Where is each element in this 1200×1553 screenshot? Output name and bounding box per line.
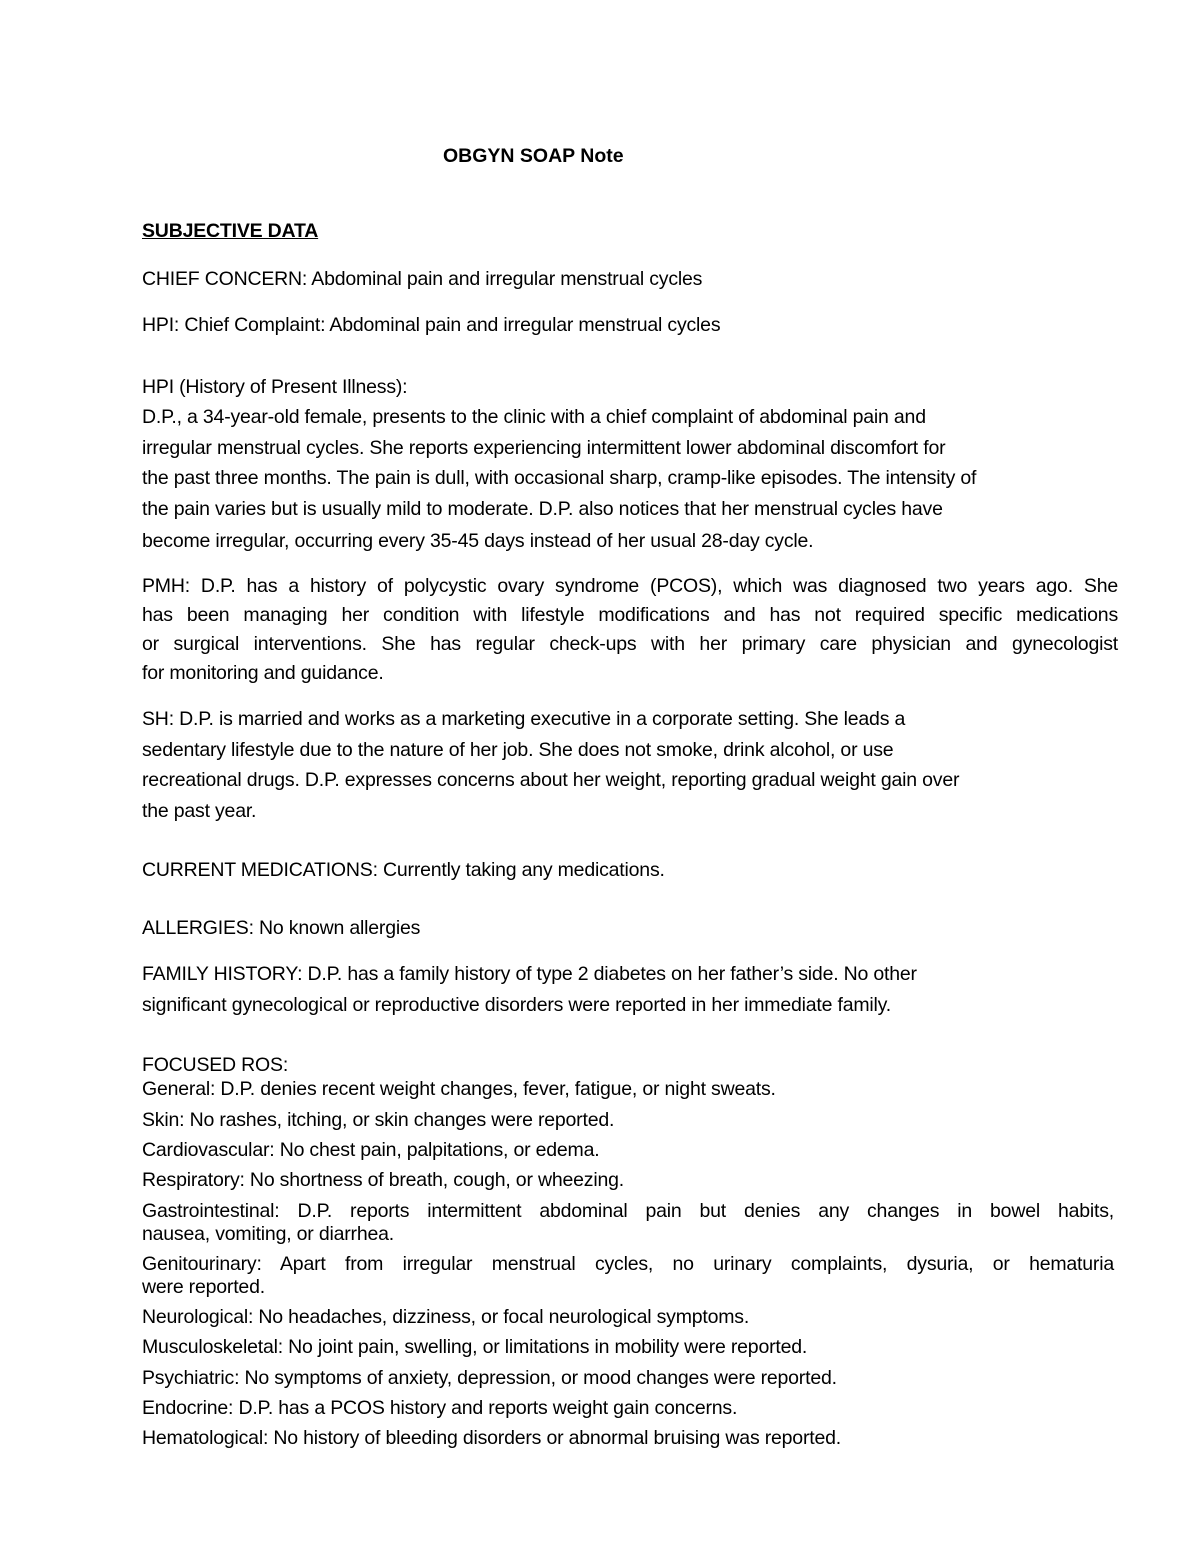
ros-gastrointestinal-cont: nausea, vomiting, or diarrhea. xyxy=(142,1223,394,1245)
hpi-label: HPI (History of Present Illness): xyxy=(142,376,408,398)
sh-line: the past year. xyxy=(142,800,257,822)
hpi-line: become irregular, occurring every 35-45 days instead of her usual 28-day cycle. xyxy=(142,530,814,552)
ros-endocrine: Endocrine: D.P. has a PCOS history and reports weight gain concerns. xyxy=(142,1397,738,1419)
hpi-short: HPI: Chief Complaint: Abdominal pain and irregular menstrual cycles xyxy=(142,314,721,336)
ros-general: General: D.P. denies recent weight changes, fever, fatigue, or night sweats. xyxy=(142,1078,776,1100)
pmh-line: for monitoring and guidance. xyxy=(142,662,384,684)
subjective-heading: SUBJECTIVE DATA xyxy=(142,220,319,242)
family-history-line: FAMILY HISTORY: D.P. has a family history of type 2 diabetes on her father’s side. No other xyxy=(142,963,917,985)
hpi-line: the past three months. The pain is dull, with occasional sharp, cramp-like episodes. The intensity of xyxy=(142,467,977,489)
ros-respiratory: Respiratory: No shortness of breath, cough, or wheezing. xyxy=(142,1169,624,1191)
ros-psychiatric: Psychiatric: No symptoms of anxiety, depression, or mood changes were reported. xyxy=(142,1367,837,1389)
ros-neurological: Neurological: No headaches, dizziness, or focal neurological symptoms. xyxy=(142,1306,750,1328)
ros-cardiovascular: Cardiovascular: No chest pain, palpitations, or edema. xyxy=(142,1139,600,1161)
sh-line: SH: D.P. is married and works as a marketing executive in a corporate setting. She leads a xyxy=(142,708,906,730)
ros-musculoskeletal: Musculoskeletal: No joint pain, swelling, or limitations in mobility were reported. xyxy=(142,1336,808,1358)
ros-genitourinary: Genitourinary: Apart from irregular menstrual cycles, no urinary complaints, dysuria, or hematuria xyxy=(142,1253,1114,1275)
pmh-line: has been managing her condition with lifestyle modifications and has not required specific medications xyxy=(142,604,1118,626)
ros-label: FOCUSED ROS: xyxy=(142,1054,289,1076)
chief-concern: CHIEF CONCERN: Abdominal pain and irregular menstrual cycles xyxy=(142,268,703,290)
hpi-line: irregular menstrual cycles. She reports experiencing intermittent lower abdominal discomfort for xyxy=(142,437,946,459)
document-title: OBGYN SOAP Note xyxy=(443,145,624,167)
ros-gastrointestinal: Gastrointestinal: D.P. reports intermittent abdominal pain but denies any changes in bowel habits, xyxy=(142,1200,1114,1222)
pmh-line: or surgical interventions. She has regular check-ups with her primary care physician and gynecologist xyxy=(142,633,1118,655)
current-medications: CURRENT MEDICATIONS: Currently taking any medications. xyxy=(142,859,665,881)
allergies: ALLERGIES: No known allergies xyxy=(142,917,421,939)
ros-genitourinary-cont: were reported. xyxy=(142,1276,265,1298)
family-history-line: significant gynecological or reproductive disorders were reported in her immediate family. xyxy=(142,994,891,1016)
ros-skin: Skin: No rashes, itching, or skin changes were reported. xyxy=(142,1109,615,1131)
sh-line: recreational drugs. D.P. expresses concerns about her weight, reporting gradual weight gain over xyxy=(142,769,960,791)
hpi-line: D.P., a 34-year-old female, presents to the clinic with a chief complaint of abdominal pain and xyxy=(142,406,926,428)
pmh-line: PMH: D.P. has a history of polycystic ovary syndrome (PCOS), which was diagnosed two years ago. She xyxy=(142,575,1118,597)
ros-hematological: Hematological: No history of bleeding disorders or abnormal bruising was reported. xyxy=(142,1427,841,1449)
sh-line: sedentary lifestyle due to the nature of her job. She does not smoke, drink alcohol, or use xyxy=(142,739,894,761)
hpi-line: the pain varies but is usually mild to moderate. D.P. also notices that her menstrual cycles have xyxy=(142,498,943,520)
